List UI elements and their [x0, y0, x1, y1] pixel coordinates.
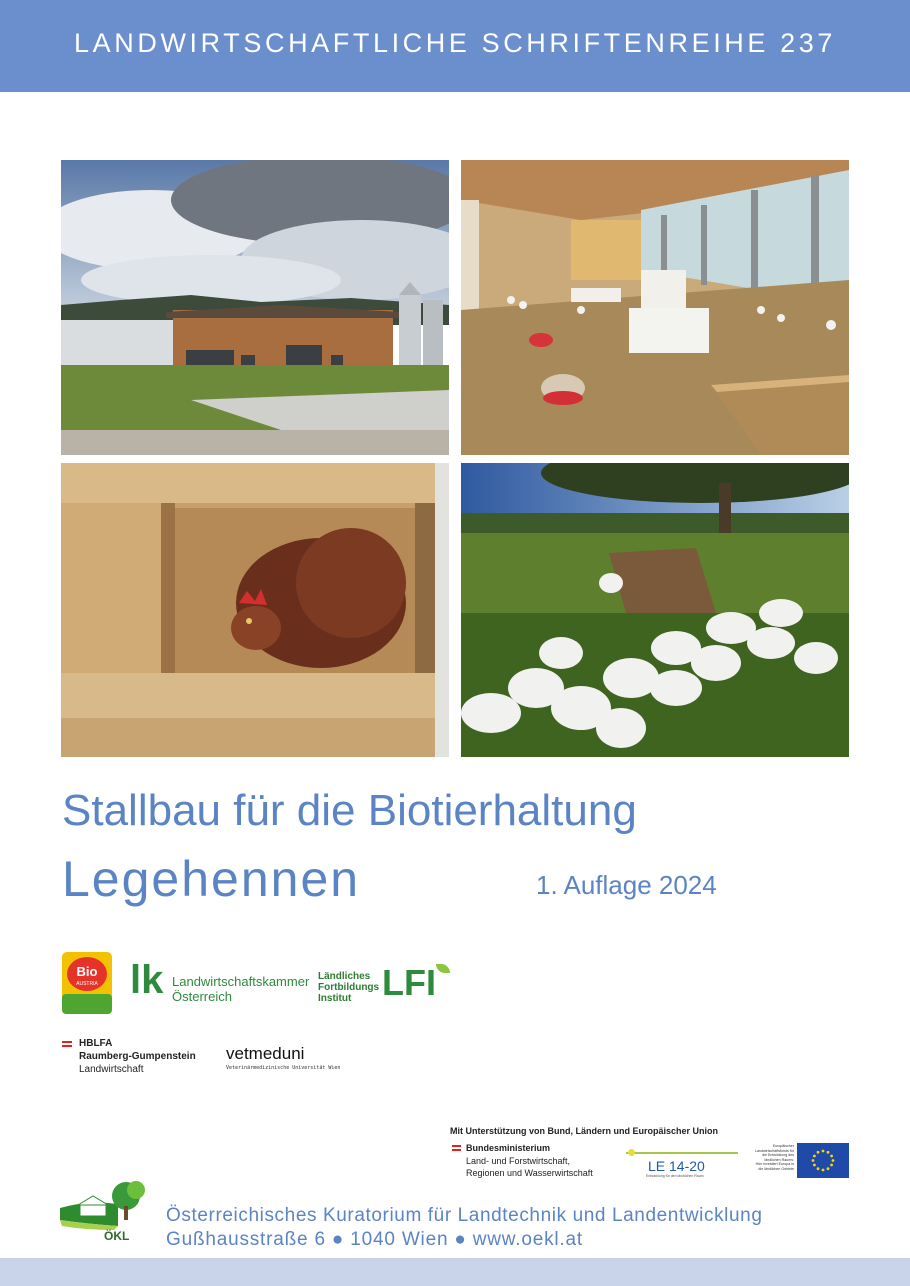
barn-exterior-photo: [61, 160, 449, 455]
oekl-logo-text: ÖKL: [104, 1229, 130, 1243]
publisher-name: Österreichisches Kuratorium für Landtechnik und Landentwicklung: [166, 1205, 763, 1226]
lfi-line-2: Fortbildungs: [318, 982, 380, 993]
eu-text-line: die ländlichen Gebiete: [758, 1166, 794, 1171]
barn-interior-hens-photo: [461, 160, 849, 455]
lfi-line-1: Ländliches: [318, 971, 371, 982]
austria-flag-icon: [62, 1041, 72, 1047]
publisher-address: Gußhausstraße 6 ● 1040 Wien ● www.oekl.at: [166, 1229, 583, 1250]
eu-text-line: Hier investiert Europa in: [755, 1162, 794, 1167]
ministry-line-2: Land- und Forstwirtschaft,: [466, 1156, 571, 1166]
le-sub: Entwicklung für den ländlichen Raum: [646, 1174, 704, 1178]
le-swoosh-icon: [626, 1152, 738, 1154]
ministry-line-1: Bundesministerium: [466, 1143, 551, 1153]
lfi-mark: LFI: [382, 962, 436, 1003]
lfi-logo: [318, 962, 458, 1004]
eu-text: [748, 1144, 794, 1172]
lk-logo: [130, 958, 310, 1004]
vetmeduni-mark: vetmeduni: [226, 1044, 305, 1063]
edition-label: 1. Auflage 2024: [536, 870, 717, 900]
eu-text-line: Landwirtschaftsfonds für: [755, 1148, 794, 1153]
white-hens-on-pasture-photo: [461, 463, 849, 757]
title-line-2: Legehennen: [62, 851, 361, 907]
lk-line-1: Landwirtschaftskammer: [172, 974, 310, 989]
lfi-line-3: Institut: [318, 993, 352, 1004]
lk-mark: lk: [130, 958, 164, 1002]
bio-austria-mark: Bio: [76, 964, 98, 979]
vetmeduni-logo: [226, 1044, 366, 1076]
le-mark: LE 14-20: [648, 1158, 705, 1174]
ministry-line-3: Regionen und Wasserwirtschaft: [466, 1168, 593, 1178]
hen-in-nest-box-photo: [61, 463, 449, 757]
lfi-leaf-icon: [436, 964, 450, 973]
bio-austria-sub: AUSTRIA: [76, 981, 98, 987]
eu-text-line: die Entwicklung des: [762, 1153, 794, 1158]
le-swoosh-dot-icon: [628, 1149, 635, 1156]
hblfa-line-1: HBLFA: [79, 1038, 113, 1049]
austria-flag-icon: [452, 1145, 461, 1151]
hblfa-line-3: Landwirtschaft: [79, 1064, 144, 1075]
series-title: LANDWIRTSCHAFTLICHE SCHRIFTENREIHE 237: [74, 28, 836, 58]
footer-band: [0, 1258, 910, 1286]
vetmeduni-subline: Veterinärmedizinische Universität Wien: [226, 1065, 341, 1071]
le-logo: [626, 1146, 742, 1180]
bio-austria-logo: [62, 952, 112, 1014]
oekl-logo: [58, 1178, 150, 1246]
support-heading: Mit Unterstützung von Bund, Ländern und Europäischer Union: [450, 1126, 718, 1136]
title-line-1: Stallbau für die Biotierhaltung: [62, 786, 637, 835]
eu-text-line: ländlichen Raums:: [764, 1157, 794, 1162]
eu-flag-icon: [797, 1143, 849, 1178]
eu-text-line: Europäischer: [772, 1144, 794, 1148]
hblfa-line-2: Raumberg-Gumpenstein: [79, 1051, 196, 1062]
hblfa-logo: [62, 1038, 212, 1080]
lk-line-2: Österreich: [172, 989, 232, 1004]
